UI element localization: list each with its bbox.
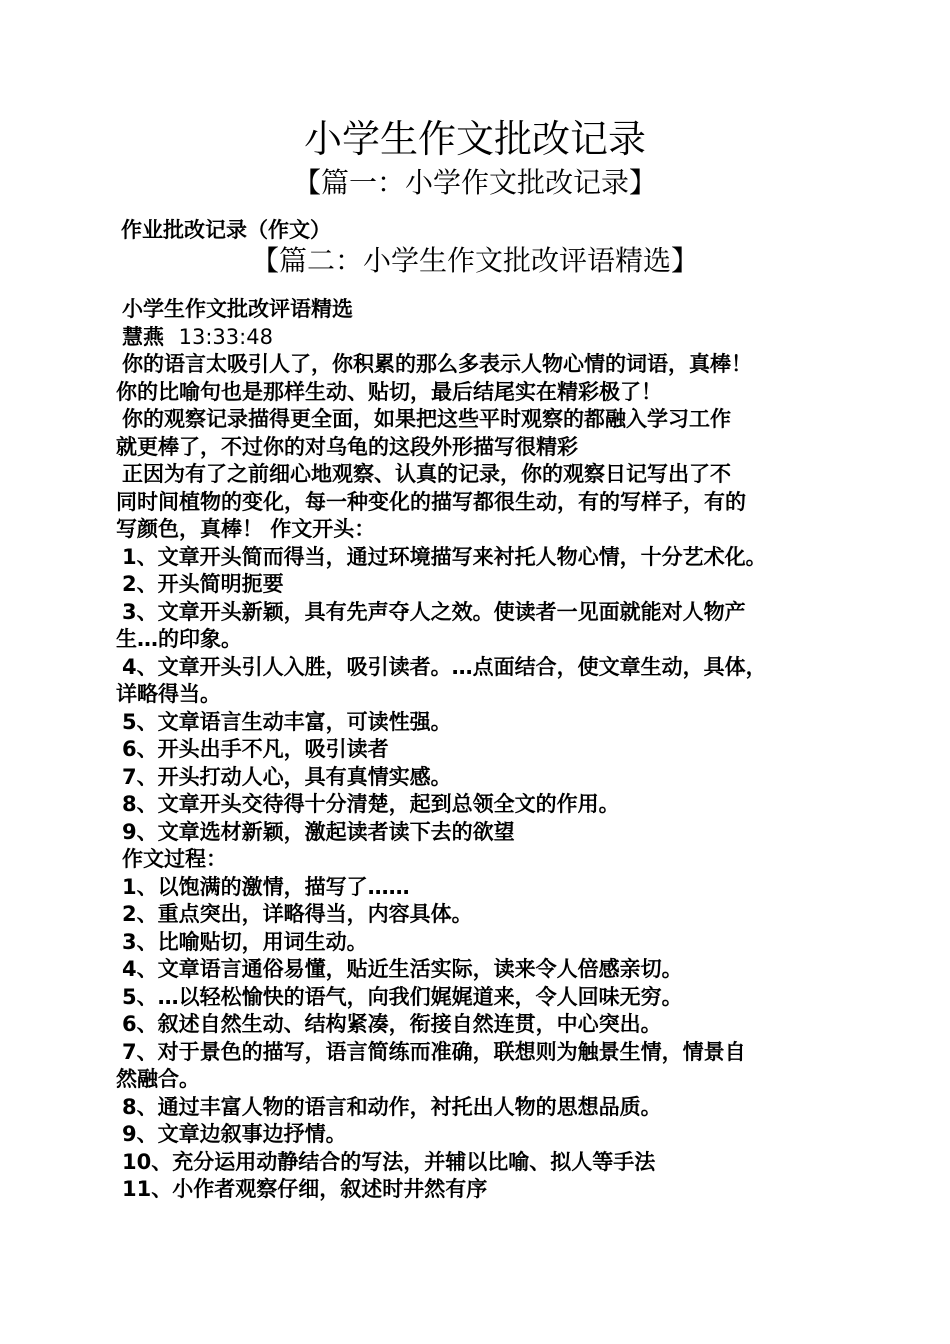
section-title-1: 【篇一：小学作文批改记录】 [292, 166, 657, 199]
text-line: 10、充分运用动静结合的写法，并辅以比喻、拟人等手法 [122, 1149, 656, 1174]
document-title: 小学生作文批改记录 [303, 117, 646, 161]
text-line: 4、文章开头引人入胜，吸引读者。…点面结合，使文章生动，具体， [122, 654, 767, 679]
text-line: 你的语言太吸引人了，你积累的那么多表示人物心情的词语，真棒！ [122, 352, 752, 376]
text-line: 4、文章语言通俗易懂，贴近生活实际，读来令人倍感亲切。 [122, 957, 683, 981]
text-line: 同时间植物的变化，每一种变化的描写都很生动，有的写样子，有的 [116, 489, 746, 514]
text-line: 2、重点突出，详略得当，内容具体。 [122, 902, 473, 926]
text-line: 作文过程： [122, 847, 227, 871]
timestamp: 13:33:48 [178, 324, 273, 349]
text-line: 详略得当。 [116, 682, 221, 706]
author-line [116, 324, 846, 352]
text-line: 7、开头打动人心，具有真情实感。 [122, 764, 452, 789]
text-line: 3、文章开头新颖，具有先声夺人之效。使读者一见面就能对人物产 [122, 599, 746, 624]
text-line: 1、文章开头简而得当，通过环境描写来衬托人物心情，十分艺术化。 [122, 544, 767, 569]
text-line: 就更棒了，不过你的对乌龟的这段外形描写很精彩 [116, 434, 578, 459]
text-line: 9、文章边叙事边抒情。 [122, 1122, 347, 1146]
text-line: 8、通过丰富人物的语言和动作，衬托出人物的思想品质。 [122, 1094, 662, 1119]
text-line: 你的比喻句也是那样生动、贴切，最后结尾实在精彩极了！ [116, 379, 662, 404]
text-line: 正因为有了之前细心地观察、认真的记录，你的观察日记写出了不 [122, 462, 731, 486]
author-name: 慧燕 [122, 324, 164, 349]
text-line: 写颜色，真棒！ 作文开头： [116, 517, 376, 541]
text-line: 11、小作者观察仔细，叙述时井然有序 [122, 1177, 488, 1201]
text-line: 然融合。 [116, 1067, 200, 1091]
text-line: 3、比喻贴切，用词生动。 [122, 929, 368, 954]
text-line: 5、…以轻松愉快的语气，向我们娓娓道来，令人回味无穷。 [122, 984, 683, 1009]
text-line: 6、开头出手不凡，吸引读者 [122, 737, 389, 761]
text-line: 5、文章语言生动丰富，可读性强。 [122, 709, 452, 734]
text-line: 1、以饱满的激情，描写了…… [122, 874, 410, 899]
text-line: 2、开头简明扼要 [122, 572, 284, 596]
text-line: 9、文章选材新颖，激起读者读下去的欲望 [122, 819, 515, 844]
section-title-2: 【篇二：小学生作文批改评语精选】 [250, 244, 699, 277]
section-heading-2: 小学生作文批改评语精选 [122, 297, 353, 321]
text-line: 8、文章开头交待得十分清楚，起到总领全文的作用。 [122, 792, 620, 816]
section-heading-1: 作业批改记录（作文） [121, 218, 331, 242]
text-line: 6、叙述自然生动、结构紧凑，衔接自然连贯，中心突出。 [122, 1012, 662, 1036]
text-line: 生…的印象。 [116, 627, 242, 651]
document-body [116, 296, 846, 1204]
text-line: 你的观察记录描得更全面，如果把这些平时观察的都融入学习工作 [122, 407, 731, 431]
text-line: 7、对于景色的描写，语言简练而准确，联想则为触景生情，情景自 [122, 1039, 746, 1064]
text-lines [116, 351, 846, 1204]
